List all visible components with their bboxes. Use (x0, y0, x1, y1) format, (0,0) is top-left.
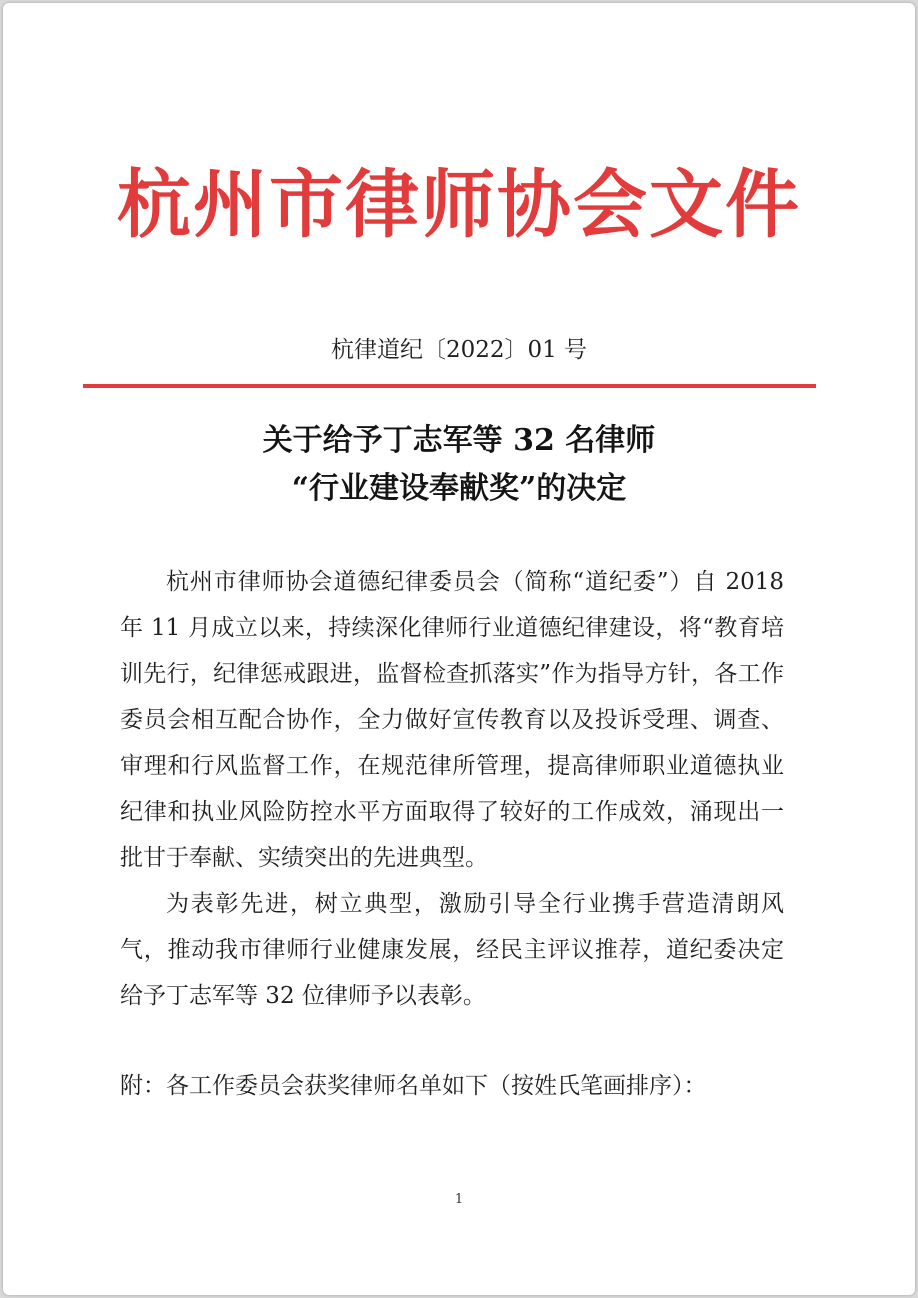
document-title-line-1: 关于给予丁志军等 32 名律师 (262, 423, 656, 458)
attachment-note: 附：各工作委员会获奖律师名单如下（按姓氏笔画排序）： (120, 1073, 707, 1099)
body-paragraph-2: 为表彰先进，树立典型，激励引导全行业携手营造清朗风气，推动我市律师行业健康发展，经民主评议推荐，道纪委决定给予丁志军等 32 位律师予以表彰。 (120, 891, 784, 1009)
document-title-line-2: “行业建设奉献奖”的决定 (291, 471, 627, 506)
document-body (120, 559, 784, 1019)
red-divider-line (83, 384, 816, 388)
document-number: 杭律道纪〔2022〕01 号 (330, 337, 588, 363)
page-number: 1 (454, 1192, 464, 1207)
document-page (3, 3, 915, 1295)
body-paragraph-1: 杭州市律师协会道德纪律委员会（简称“道纪委”）自 2018 年 11 月成立以来，持续深化律师行业道德纪律建设，将“教育培训先行，纪律惩戒跟进，监督检查抓落实”作为指导方针，各工作委员会相互配合协作，全力做好宣传教育以及投诉受理、调查、审理和行风监督工作，在规范律所管理，提高律师职业道德执业纪律和执业风险防控水平方面取得了较好的工作成效，涌现出一批甘于奉献、实绩突出的先进典型。 (120, 569, 784, 871)
masthead-title: 杭州市律师协会文件 (117, 162, 801, 248)
